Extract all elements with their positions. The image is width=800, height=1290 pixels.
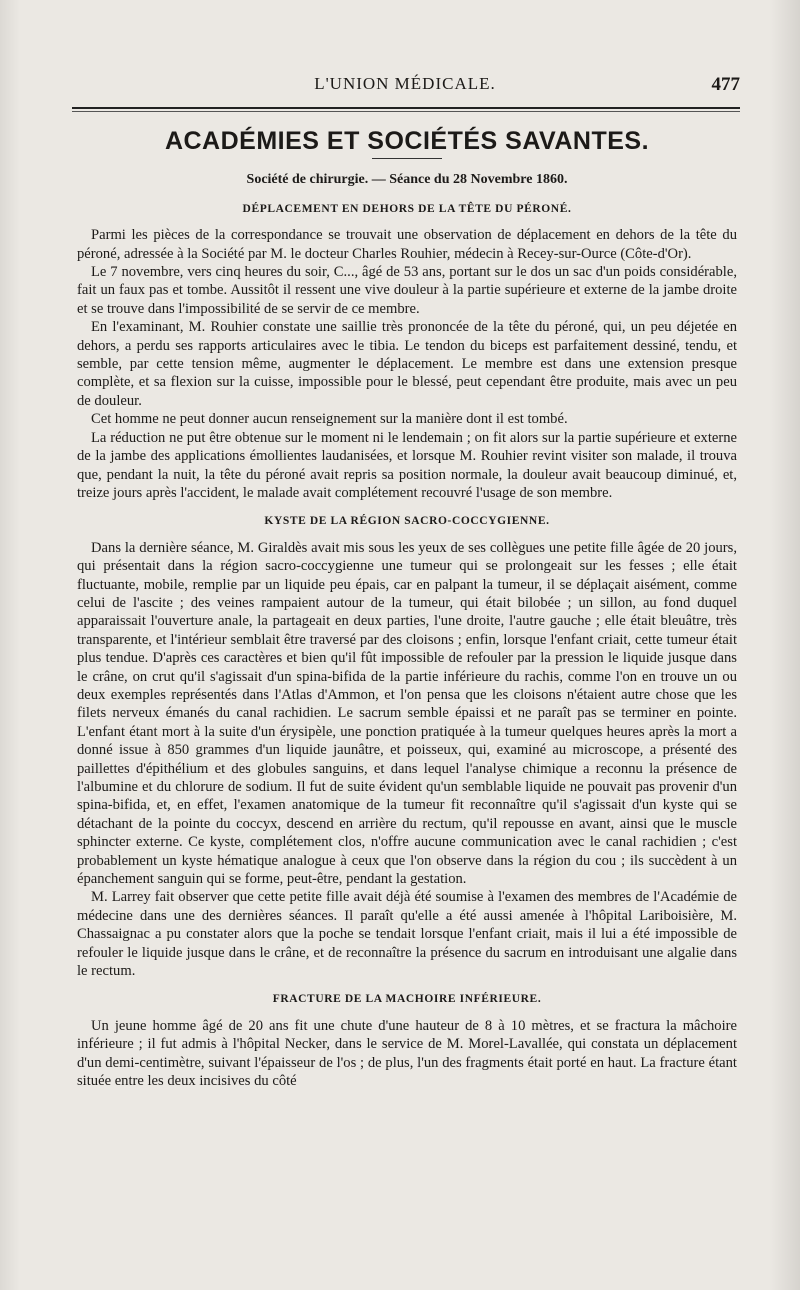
paragraph: Cet homme ne peut donner aucun renseignement sur la manière dont il est tombé.	[91, 411, 568, 428]
running-header	[70, 74, 740, 102]
article-heading: FRACTURE DE LA MACHOIRE INFÉRIEURE.	[272, 993, 542, 1006]
society-line: Société de chirurgie. — Séance du 28 Novembre 1860.	[246, 172, 568, 188]
paragraph: En l'examinant, M. Rouhier constate une saillie très prononcée de la tête du péroné, qui, un peu déjetée en dehors, a perdu ses rapports articulaires avec le tibia. Le tendon du biceps est parfaitement dessiné, tendu, et semble, par cette tension même, augmenter le déplacement. Le membre est dans une extension presque complète, et sa flexion sur la cuisse, impossible pour le blessé, peut cependant être produite, mais avec un peu de douleur.	[77, 319, 737, 409]
paragraph: Le 7 novembre, vers cinq heures du soir, C..., âgé de 53 ans, portant sur le dos un sac d'un poids considérable, fait un faux pas et tombe. Aussitôt il ressent une vive douleur à la partie supérieure et externe de la jambe droite et se trouve dans l'impossibilité de se servir de ce membre.	[77, 264, 737, 317]
running-title: L'UNION MÉDICALE.	[314, 74, 496, 93]
article-peroneal-dislocation	[77, 200, 737, 503]
page-number: 477	[711, 74, 740, 95]
paragraph: Parmi les pièces de la correspondance se trouvait une observation de déplacement en dehors de la tête du péroné, adressée à la Société par M. le docteur Charles Rouhier, médecin à Recey-sur-Ource (Côte-d'Or).	[77, 227, 737, 262]
section-title: ACADÉMIES ET SOCIÉTÉS SAVANTES.	[164, 127, 650, 155]
header-rule-thin	[72, 111, 740, 112]
article-jaw-fracture	[77, 990, 737, 1090]
header-rule	[72, 107, 740, 109]
article-sacrococcygeal-cyst	[77, 512, 737, 980]
article-heading: KYSTE DE LA RÉGION SACRO-COCCYGIENNE.	[264, 515, 550, 528]
paragraph: Dans la dernière séance, M. Giraldès avait mis sous les yeux de ses collègues une petite fille âgée de 20 jours, qui présentait dans la région sacro-coccygienne une tumeur qui se prolongeait sur les fesses ; elle était fluctuante, mobile, remplie par un liquide peu épais, car en palpant la tumeur, il se déplaçait aisément, comme celui de l'ascite ; des veines rampaient autour de la tumeur, qui était bilobée ; un sillon, au fond duquel apparaissait l'ouverture anale, la partageait en deux parties, l'une droite, l'autre gauche ; elle était bleuâtre, très transparente, et l'intérieur semblait être traversé par des cloisons ; enfin, lorsque l'enfant criait, cette tumeur était plus tendue. D'après ces caractères et bien qu'il fût impossible de refouler par la pression le liquide jusque dans le crâne, on crut qu'il s'agissait d'un spina-bifida de la partie inférieure du rachis, comme l'on en trouve un ou deux exemples représentés dans l'Atlas d'Ammon, et l'on pensa que les cloisons n'étaient autre chose que les filets nerveux émanés du canal rachidien. Le sacrum semble épaissi et ne paraît pas se terminer en pointe. L'enfant étant mort à la suite d'un érysipèle, une ponction pratiquée à la tumeur quelques heures après la mort a donné issue à 850 grammes d'un liquide jaunâtre, et poisseux, qui, examiné au microscope, a présenté des paillettes d'épithélium et des globules sanguins, et dans lequel l'analyse chimique a reconnu la présence de l'albumine et du chlorure de sodium. Il fut de suite évident qu'un semblable liquide ne pouvait pas provenir d'un spina-bifida, et, en effet, l'examen anatomique de la tumeur fit reconnaître qu'il s'agissait d'un kyste qui se détachant de la pointe du coccyx, descend en arrière du rectum, qu'il repousse en avant, ainsi que le muscle sphincter externe. Ce kyste, complétement clos, n'offre aucune communication avec le canal rachidien ; c'est probablement un kyste hématique analogue à ceux que l'on observe dans la région du cou ; ils succèdent à un épanchement sanguin qui se forme, peut-être, pendant la gestation.	[77, 539, 737, 888]
title-rule	[372, 158, 442, 159]
article-heading: DÉPLACEMENT EN DEHORS DE LA TÊTE DU PÉRONÉ.	[242, 202, 572, 215]
paragraph: M. Larrey fait observer que cette petite fille avait déjà été soumise à l'examen des membres de l'Académie de médecine dans une des dernières séances. Il paraît qu'elle a été aussi amenée à l'hôpital Lariboisière, M. Chassaignac a pu constater alors que la poche se tendait lorsque l'enfant criait, mais il lui a été impossible de refouler le liquide jusque dans le crâne, et de reconnaître la présence du sacrum en introduisant une algalie dans le rectum.	[77, 889, 737, 980]
page-body	[77, 122, 737, 1091]
paragraph: La réduction ne put être obtenue sur le moment ni le lendemain ; on fit alors sur la partie supérieure et externe de la jambe des applications émollientes laudanisées, et lorsque M. Rouhier revint visiter son malade, il trouva que, pendant la nuit, la tête du péroné avait repris sa position normale, la douleur avait beaucoup diminué, et, treize jours après l'accident, le malade avait complétement recouvré l'usage de son membre.	[77, 429, 737, 501]
paragraph: Un jeune homme âgé de 20 ans fit une chute d'une hauteur de 8 à 10 mètres, et se fractura la mâchoire inférieure ; il fut admis à l'hôpital Necker, dans le service de M. Morel-Lavallée, qui constata un déplacement d'un demi-centimètre, suivant l'épaisseur de l'os ; de plus, l'un des fragments était porté en haut. La fracture étant située entre les deux incisives du côté	[77, 1017, 737, 1090]
